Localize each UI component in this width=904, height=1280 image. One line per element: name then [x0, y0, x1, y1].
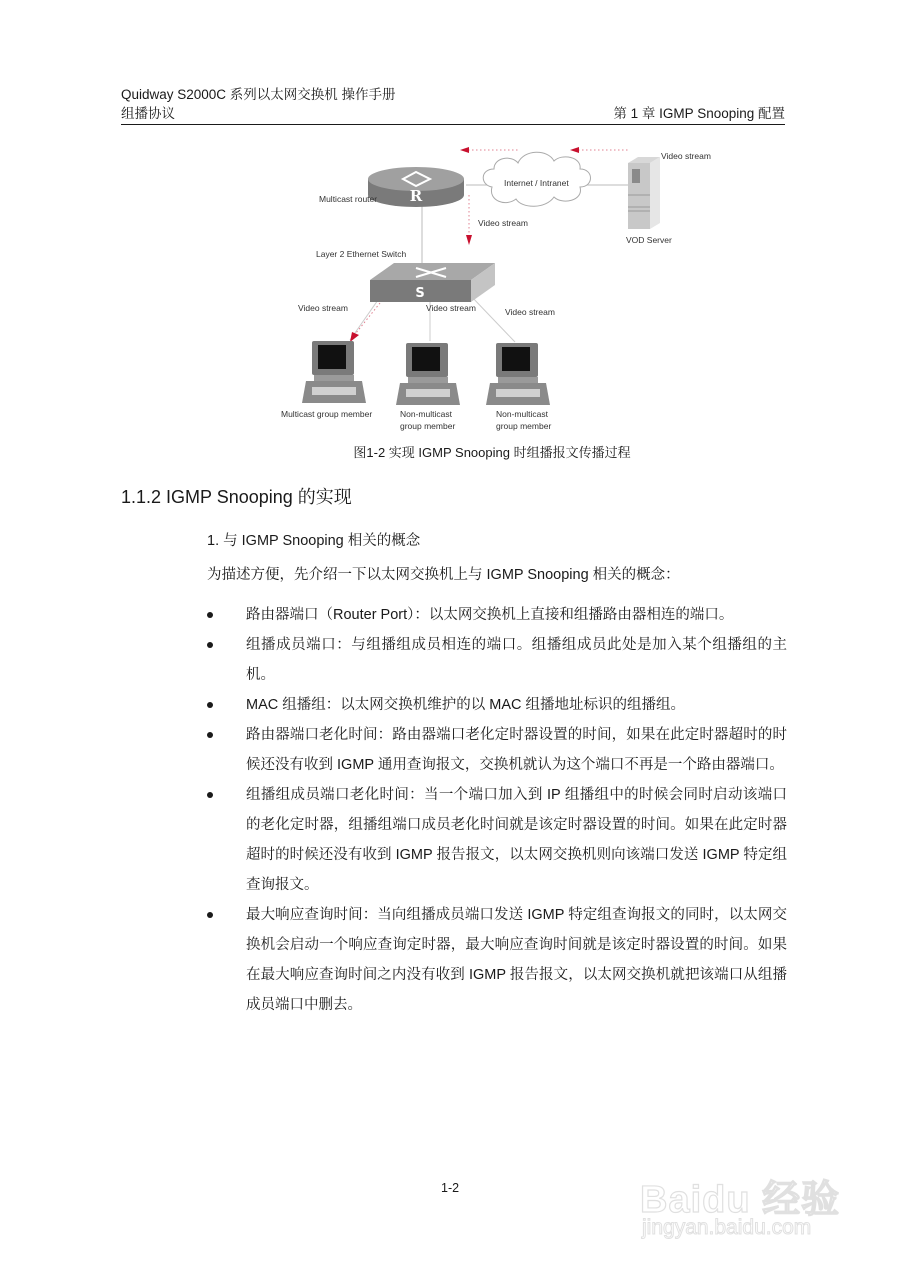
label-multicast-member: Multicast group member — [281, 409, 373, 419]
label-non-member-2-line2: group member — [496, 421, 552, 431]
subsection-title: 1. 与 IGMP Snooping 相关的概念 — [207, 533, 421, 549]
bullet-icon — [207, 912, 213, 918]
bullet-icon — [207, 792, 213, 798]
label-video-stream-router: Video stream — [478, 218, 528, 228]
watermark-brand: Baidu 经验 — [640, 1179, 841, 1221]
list-item — [207, 630, 787, 690]
label-video-stream-server: Video stream — [661, 151, 711, 161]
watermark-url: jingyan.baidu.com — [642, 1216, 812, 1239]
laptop-multicast-member — [302, 341, 366, 403]
label-non-member-2-line1: Non-multicast — [496, 409, 548, 419]
label-internet-intranet: Internet / Intranet — [504, 178, 569, 188]
page-number: 1-2 — [441, 1181, 460, 1195]
list-item-text: 组播成员端口：与组播组成员相连的端口。组播组成员此处是加入某个组播组的主机。 — [246, 637, 787, 683]
header-section: 组播协议 — [121, 106, 175, 121]
manual-title: Quidway S2000C 系列以太网交换机 操作手册 — [121, 87, 396, 102]
list-item — [207, 900, 787, 1020]
bullet-icon — [207, 732, 213, 738]
label-non-member-1-line1: Non-multicast — [400, 409, 452, 419]
list-item — [207, 780, 787, 900]
label-layer2-switch: Layer 2 Ethernet Switch — [316, 249, 407, 259]
label-vod-server: VOD Server — [626, 235, 672, 245]
list-item — [207, 600, 787, 630]
intro-paragraph: 为描述方便，先介绍一下以太网交换机上与 IGMP Snooping 相关的概念： — [207, 567, 680, 583]
list-item-text: 最大响应查询时间：当向组播成员端口发送 IGMP 特定组查询报文的同时，以太网交换机会启动一个响应查询定时器，最大响应查询时间就是该定时器设置的时间。如果在最大响应查询时间之内没有收到 IGMP 报告报文，以太网交换机就把该端口从组播成员端口中删去。 — [246, 907, 787, 1013]
router-glyph: R — [409, 187, 423, 205]
concept-list — [207, 600, 787, 1020]
list-item — [207, 690, 787, 720]
igmp-snooping-diagram — [270, 135, 730, 435]
list-item-text: MAC 组播组：以太网交换机维护的以 MAC 组播地址标识的组播组。 — [246, 697, 686, 713]
switch-glyph: S — [415, 286, 425, 301]
diagram-graphics — [270, 135, 730, 435]
list-item — [207, 720, 787, 780]
label-video-stream-right: Video stream — [505, 307, 555, 317]
list-item-text: 组播组成员端口老化时间：当一个端口加入到 IP 组播组中的时候会同时启动该端口的老化定时器，组播组端口成员老化时间就是该定时器设置的时间。如果在此定时器超时的时候还没有收到 IGMP 报告报文，以太网交换机则向该端口发送 IGMP 特定组查询报文。 — [246, 787, 787, 893]
header-chapter: 第 1 章 IGMP Snooping 配置 — [613, 106, 785, 121]
label-non-member-1-line2: group member — [400, 421, 456, 431]
bullet-icon — [207, 642, 213, 648]
laptop-non-member-1 — [396, 343, 460, 405]
label-video-stream-mid: Video stream — [426, 303, 476, 313]
baidu-watermark — [640, 1158, 850, 1258]
bullet-icon — [207, 612, 213, 618]
list-item-text: 路由器端口老化时间：路由器端口老化定时器设置的时间，如果在此定时器超时的时候还没有收到 IGMP 通用查询报文，交换机就认为这个端口不再是一个路由器端口。 — [246, 727, 787, 773]
laptop-non-member-2 — [486, 343, 550, 405]
label-video-stream-left: Video stream — [298, 303, 348, 313]
figure-caption: 图1-2 实现 IGMP Snooping 时组播报文传播过程 — [353, 445, 631, 460]
bullet-icon — [207, 702, 213, 708]
section-title: 1.1.2 IGMP Snooping 的实现 — [121, 487, 352, 507]
label-multicast-router: Multicast router — [319, 194, 378, 204]
list-item-text: 路由器端口（Router Port）：以太网交换机上直接和组播路由器相连的端口。 — [246, 607, 734, 623]
page-header — [121, 86, 785, 125]
